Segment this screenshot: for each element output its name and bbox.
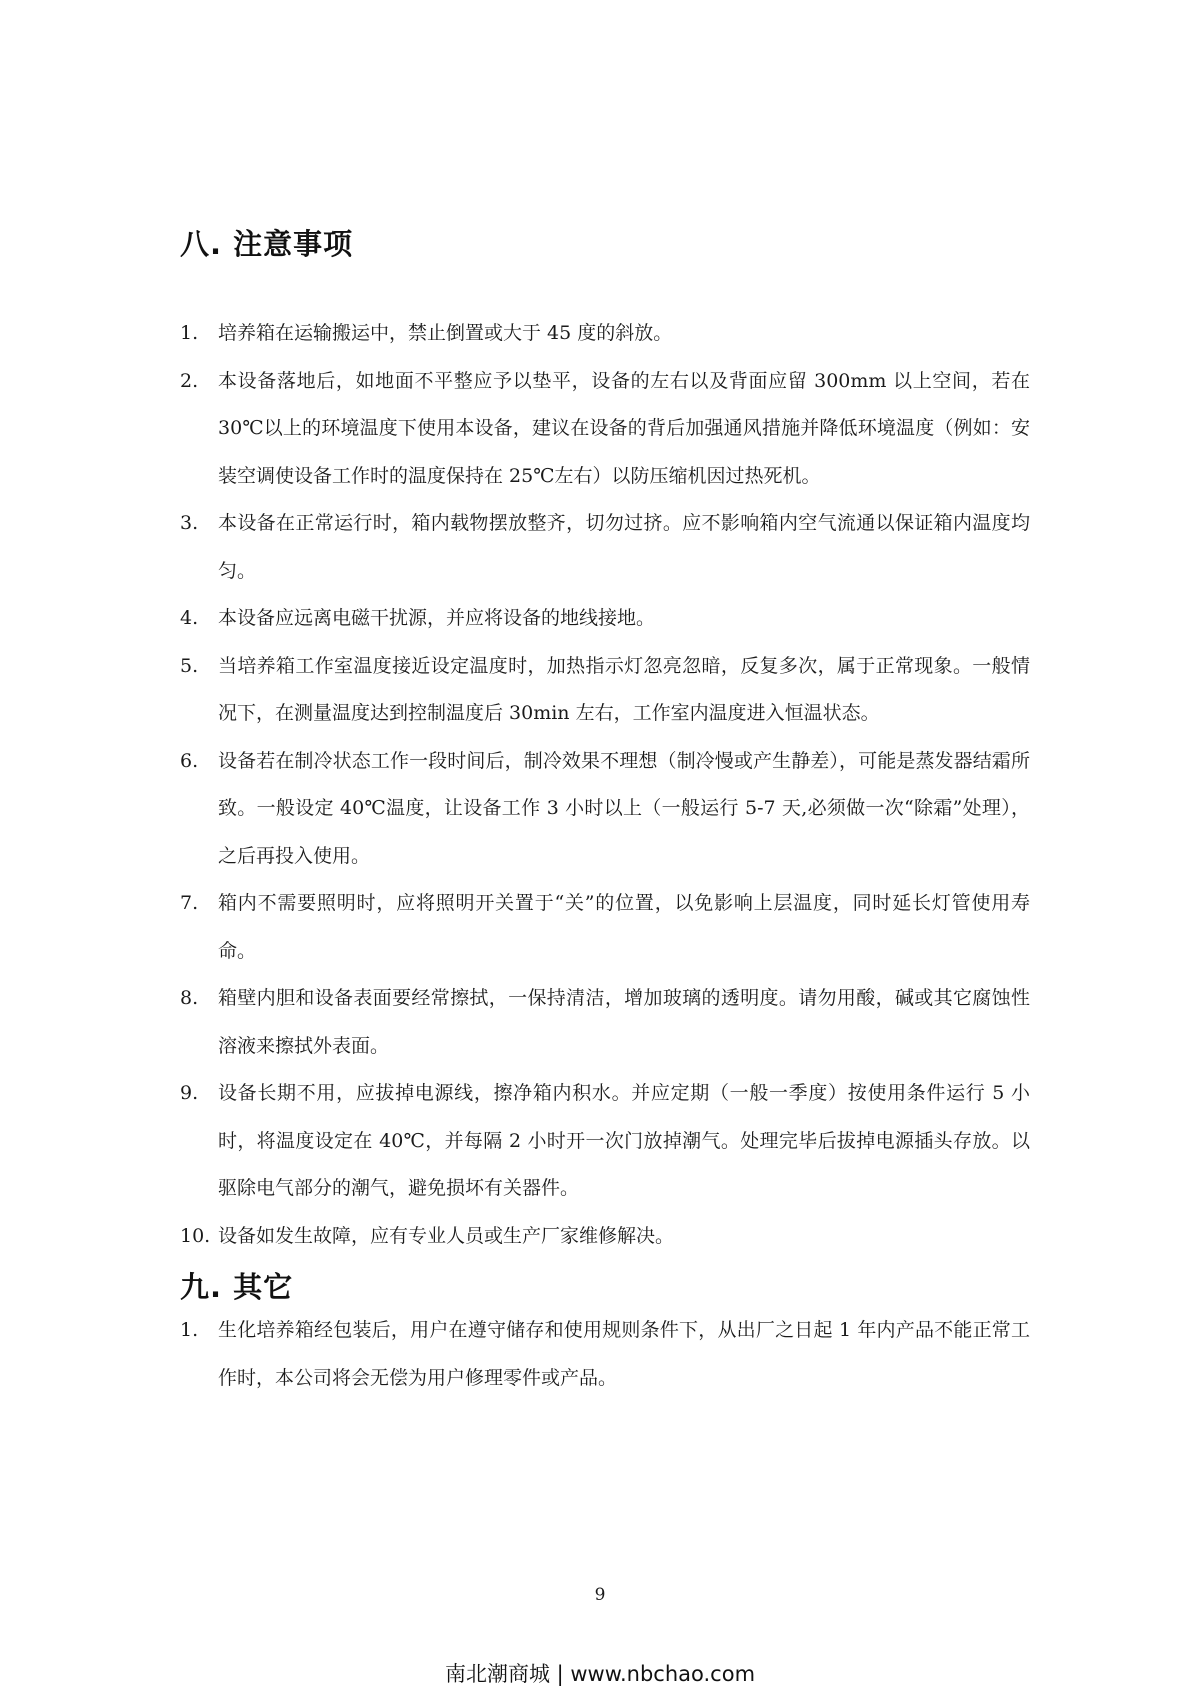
item-text: 设备长期不用，应拔掉电源线，擦净箱内积水。并应定期（一般一季度）按使用条件运行 5 小时，将温度设定在 40℃，并每隔 2 小时开一次门放掉潮气。处理完毕后拔掉电源插头存放。以驱除电气部分的潮气，避免损坏有关器件。 xyxy=(218,1082,1030,1199)
page-number: 9 xyxy=(594,1585,606,1605)
list-item xyxy=(180,310,1030,358)
item-number: 1. xyxy=(180,1319,199,1341)
item-text: 箱内不需要照明时，应将照明开关置于“关”的位置，以免影响上层温度，同时延长灯管使用寿命。 xyxy=(218,892,1030,962)
other-list xyxy=(180,1307,1030,1402)
item-text: 设备若在制冷状态工作一段时间后，制冷效果不理想（制冷慢或产生静差），可能是蒸发器结霜所致。一般设定 40℃温度，让设备工作 3 小时以上（一般运行 5-7 天,必须做一次“除霜”处理），之后再投入使用。 xyxy=(218,749,1030,867)
item-number: 5. xyxy=(180,654,199,677)
item-number: 3. xyxy=(180,512,199,534)
list-item xyxy=(180,1213,1030,1261)
footer-watermark: 南北潮商城 | www.nbchao.com xyxy=(444,1662,756,1686)
list-item xyxy=(180,643,1030,738)
item-number: 9. xyxy=(180,1082,199,1104)
item-text: 设备如发生故障，应有专业人员或生产厂家维修解决。 xyxy=(218,1224,675,1247)
item-text: 箱壁内胆和设备表面要经常擦拭，一保持清洁，增加玻璃的透明度。请勿用酸，碱或其它腐蚀性溶液来擦拭外表面。 xyxy=(218,987,1030,1057)
list-item xyxy=(180,595,1030,643)
item-text: 本设备在正常运行时，箱内载物摆放整齐，切勿过挤。应不影响箱内空气流通以保证箱内温度均匀。 xyxy=(218,512,1030,582)
item-number: 1. xyxy=(180,322,199,344)
list-item xyxy=(180,1070,1030,1213)
precautions-list xyxy=(180,310,1030,1260)
item-number: 2. xyxy=(180,369,199,392)
item-number: 4. xyxy=(180,607,199,629)
list-item xyxy=(180,500,1030,595)
item-number: 7. xyxy=(180,892,199,914)
list-item xyxy=(180,880,1030,975)
item-text: 本设备应远离电磁干扰源，并应将设备的地线接地。 xyxy=(218,607,656,629)
list-item xyxy=(180,358,1030,501)
list-item xyxy=(180,1307,1030,1402)
list-item xyxy=(180,738,1030,881)
item-number: 8. xyxy=(180,987,199,1009)
section-9-heading: 九. 其它 xyxy=(180,1270,294,1304)
item-text: 当培养箱工作室温度接近设定温度时，加热指示灯忽亮忽暗，反复多次，属于正常现象。一般情况下，在测量温度达到控制温度后 30min 左右，工作室内温度进入恒温状态。 xyxy=(218,654,1030,724)
section-8-heading: 八. 注意事项 xyxy=(180,227,354,261)
list-item xyxy=(180,975,1030,1070)
item-number: 10. xyxy=(180,1224,211,1247)
item-number: 6. xyxy=(180,749,199,772)
item-text: 本设备落地后，如地面不平整应予以垫平，设备的左右以及背面应留 300mm 以上空间，若在 30℃以上的环境温度下使用本设备，建议在设备的背后加强通风措施并降低环境温度（例如：安装空调使设备工作时的温度保持在 25℃左右）以防压缩机因过热死机。 xyxy=(218,369,1030,487)
item-text: 生化培养箱经包装后，用户在遵守储存和使用规则条件下，从出厂之日起 1 年内产品不能正常工作时，本公司将会无偿为用户修理零件或产品。 xyxy=(218,1319,1030,1389)
item-text: 培养箱在运输搬运中，禁止倒置或大于 45 度的斜放。 xyxy=(218,322,673,344)
